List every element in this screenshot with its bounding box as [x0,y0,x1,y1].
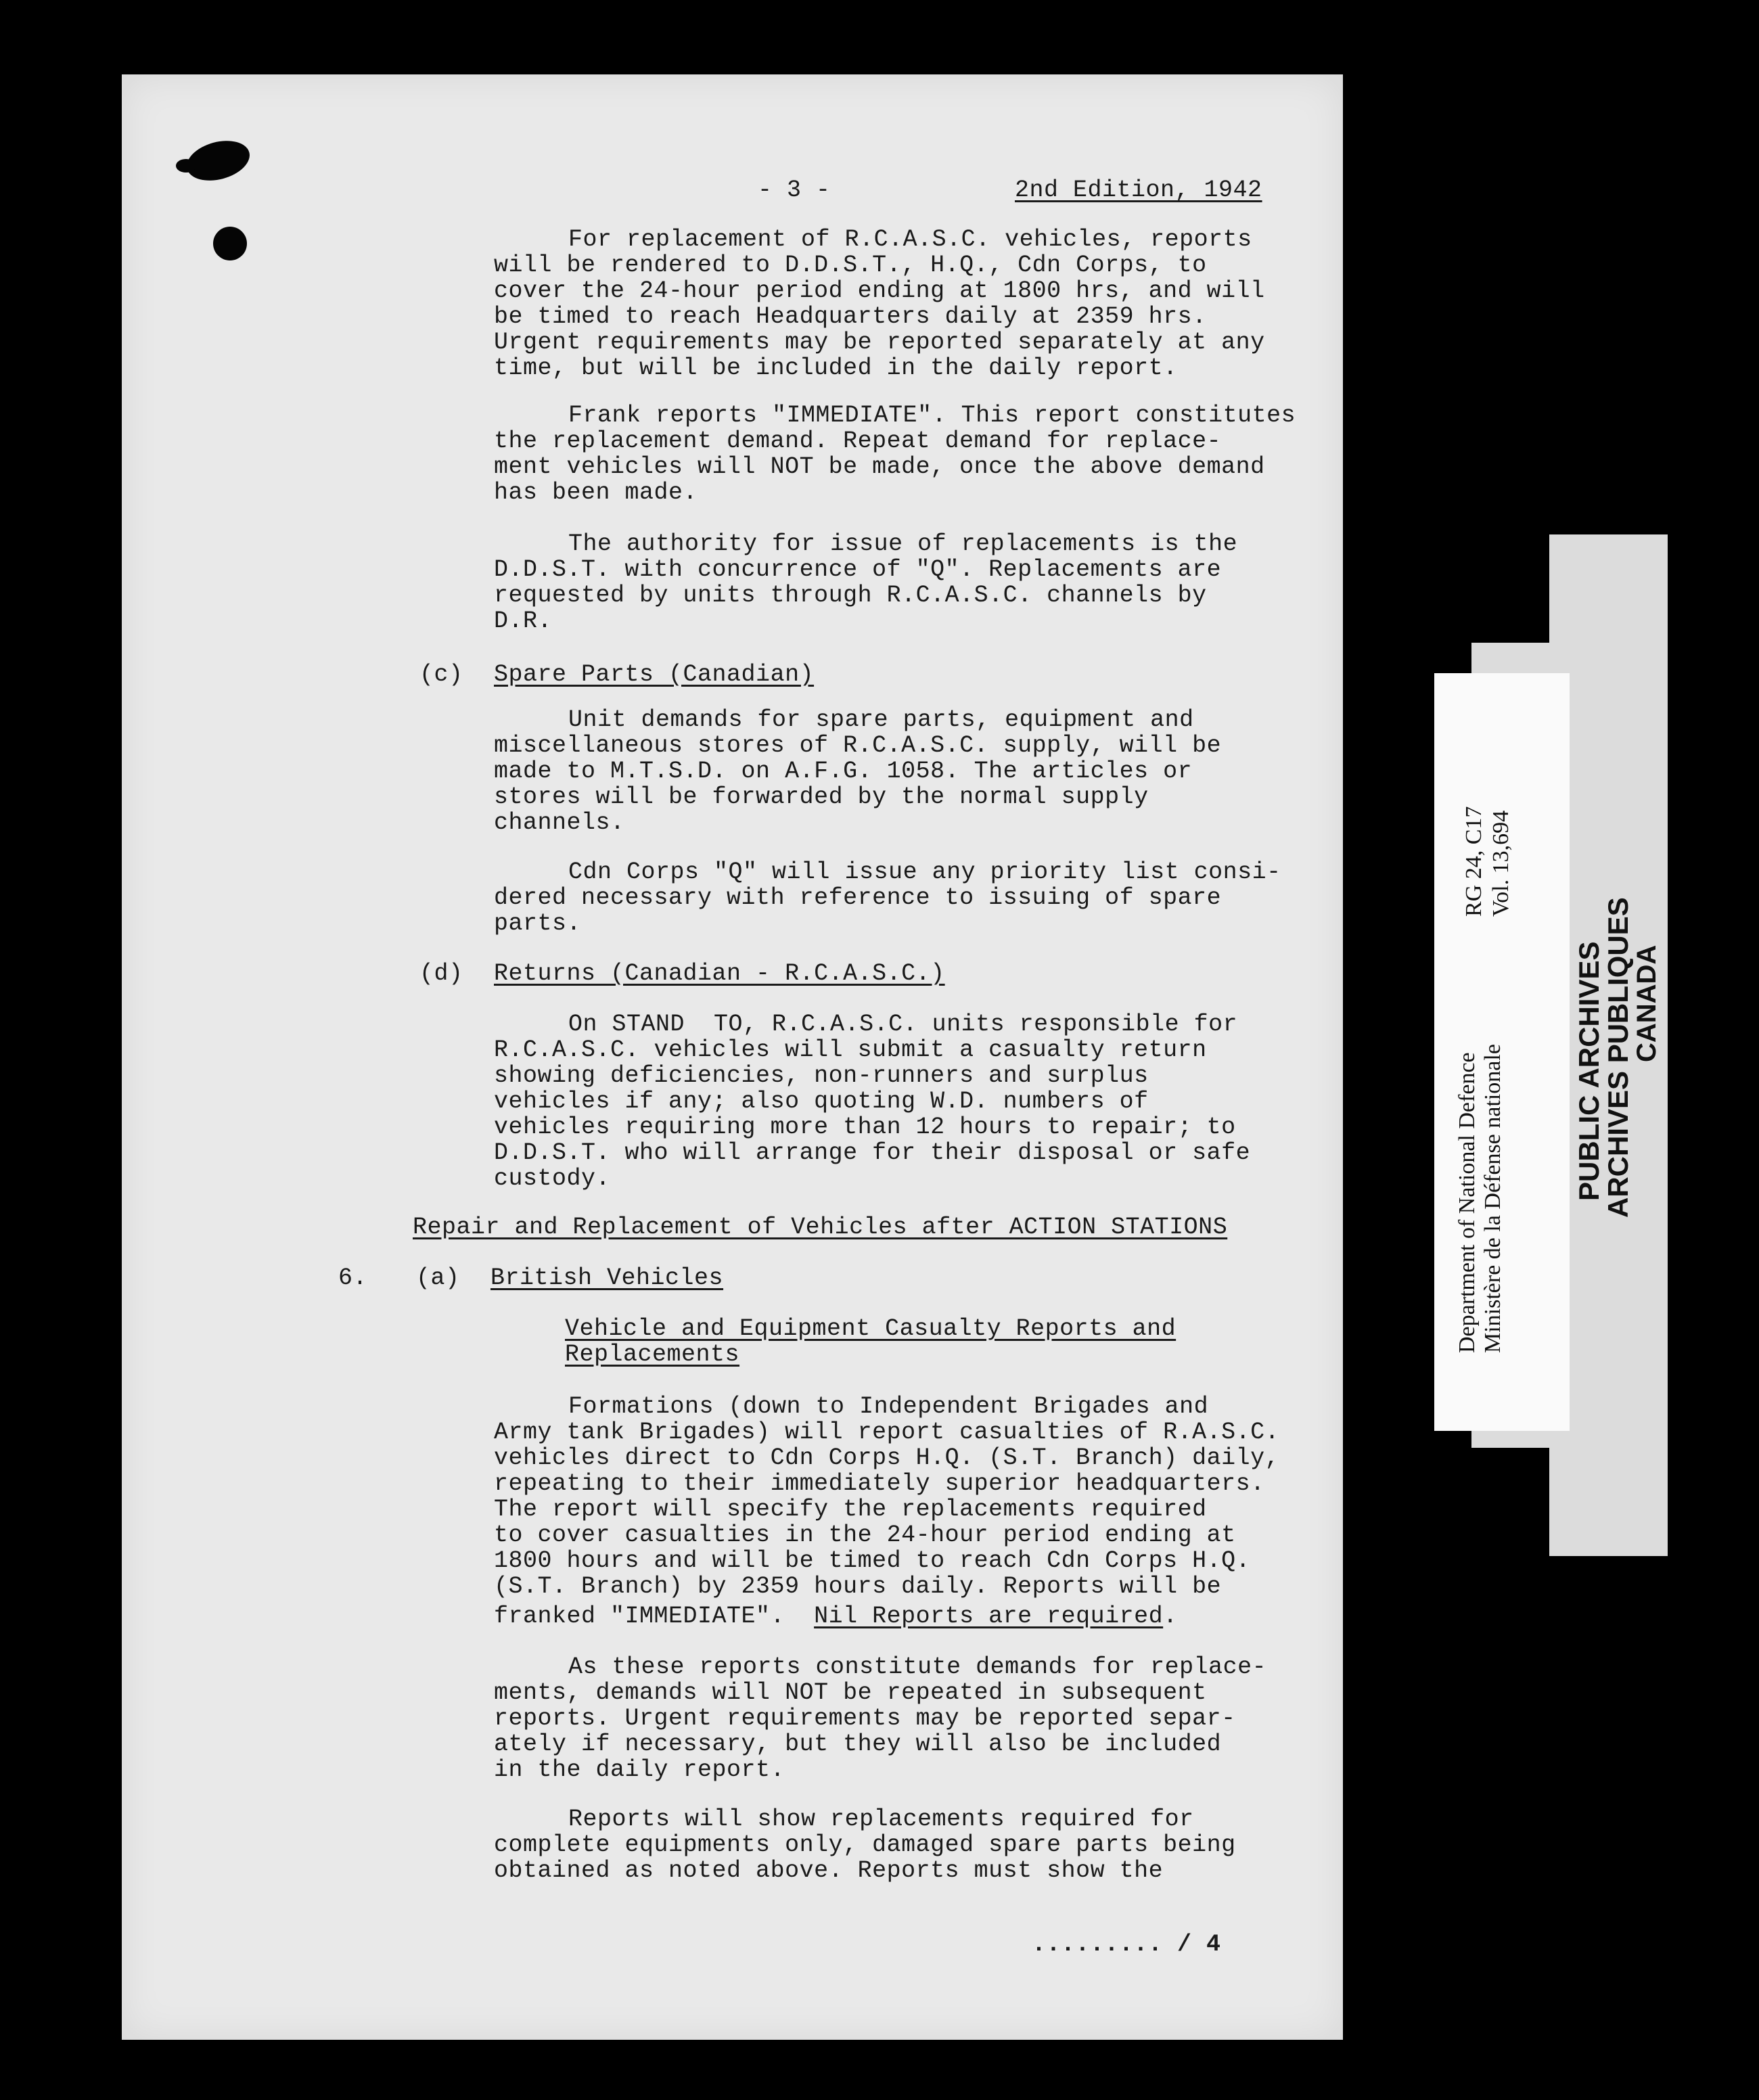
stamp-archives-fr: ARCHIVES PUBLIQUES [1602,897,1634,1218]
item-label-d: (d) [419,960,463,987]
p2-line: has been made. [494,479,698,506]
p5-line: Cdn Corps "Q" will issue any priority list consi- [568,859,1281,886]
p7-line: 1800 hours and will be timed to reach Cdn Corps H.Q. [494,1547,1251,1574]
sub-line: Vehicle and Equipment Casualty Reports and [565,1315,1177,1342]
p1-line: time, but will be included in the daily report. [494,355,1178,382]
p7-line: to cover casualties in the 24-hour period ending at [494,1522,1236,1549]
p9-line: complete equipments only, damaged spare parts being [494,1831,1236,1858]
stamp-dept-fr: Ministère de la Défense nationale [1480,1044,1505,1353]
nil-reports-note: Nil Reports are required [814,1603,1164,1630]
edition-label: 2nd Edition, 1942 [1015,177,1262,204]
sub-line: Replacements [565,1341,740,1368]
p8-line: As these reports constitute demands for replace- [568,1653,1267,1681]
heading-british-vehicles: British Vehicles [490,1264,724,1292]
p7-line: vehicles direct to Cdn Corps H.Q. (S.T. Branch) daily, [494,1444,1280,1471]
p1-line: For replacement of R.C.A.S.C. vehicles, reports [568,226,1252,253]
archive-stamp-card [1434,673,1570,1431]
p5-line: dered necessary with reference to issuing of spare [494,884,1222,911]
stamp-ref-rg: RG 24, C17 [1461,806,1486,917]
p3-line: requested by units through R.C.A.S.C. channels by [494,582,1207,609]
item-label-c: (c) [419,661,463,688]
section-number: 6. [338,1264,368,1292]
stamp-country: CANADA [1632,944,1662,1062]
p9-line: Reports will show replacements required for [568,1806,1194,1833]
p5-line: parts. [494,910,582,937]
p4-line: made to M.T.S.D. on A.F.G. 1058. The articles or [494,758,1193,785]
stamp-archives-en: PUBLIC ARCHIVES [1573,941,1605,1201]
punch-hole [213,227,247,260]
p6-line: vehicles if any; also quoting W.D. numbers of [494,1088,1149,1115]
p7-line: repeating to their immediately superior headquarters. [494,1470,1265,1497]
p2-line: ment vehicles will NOT be made, once the above demand [494,453,1265,480]
p6-line: vehicles requiring more than 12 hours to repair; to [494,1114,1236,1141]
p9-line: obtained as noted above. Reports must show the [494,1857,1164,1884]
p8-line: in the daily report. [494,1756,785,1783]
p4-line: channels. [494,809,625,836]
p2-line: the replacement demand. Repeat demand for replace- [494,428,1222,455]
section-heading: Repair and Replacement of Vehicles after ACTION STATIONS [413,1214,1228,1241]
p6-line: showing deficiencies, non-runners and surplus [494,1062,1149,1089]
p2-line: Frank reports "IMMEDIATE". This report constitutes [568,402,1296,429]
p1-line: Urgent requirements may be reported separately at any [494,329,1265,356]
paragraph-7-last-text: franked "IMMEDIATE". [494,1603,815,1630]
stamp-dept-en: Department of National Defence [1455,1052,1480,1353]
p1-line: will be rendered to D.D.S.T., H.Q., Cdn Corps, to [494,252,1207,279]
heading-spare-parts: Spare Parts (Canadian) [494,661,815,688]
p8-line: reports. Urgent requirements may be reported separ- [494,1705,1236,1732]
p6-line: R.C.A.S.C. vehicles will submit a casualty return [494,1036,1207,1064]
stamp-ref-vol: Vol. 13,694 [1488,810,1513,917]
p4-line: Unit demands for spare parts, equipment and [568,706,1194,733]
p4-line: miscellaneous stores of R.C.A.S.C. supply, will be [494,732,1222,759]
p7-line: Army tank Brigades) will report casualties of R.A.S.C. [494,1419,1280,1446]
p1-line: cover the 24-hour period ending at 1800 hrs, and will [494,277,1265,304]
p7-line: Formations (down to Independent Brigades and [568,1393,1209,1420]
continuation-footer: ......... / 4 [1032,1931,1221,1958]
page-number: - 3 - [758,177,831,204]
p1-line: be timed to reach Headquarters daily at 2359 hrs. [494,303,1207,330]
p6-line: custody. [494,1165,611,1192]
ink-blot [176,159,196,173]
p3-line: D.R. [494,608,553,635]
p8-line: ments, demands will NOT be repeated in subsequent [494,1679,1207,1706]
heading-returns: Returns (Canadian - R.C.A.S.C.) [494,960,945,987]
p7-line: The report will specify the replacements required [494,1496,1207,1523]
p7-line: (S.T. Branch) by 2359 hours daily. Reports will be [494,1573,1222,1600]
paragraph-7-period: . [1163,1603,1178,1630]
p3-line: The authority for issue of replacements is the [568,530,1238,557]
paragraph-7-last-line [494,1603,1178,1629]
p4-line: stores will be forwarded by the normal supply [494,783,1149,811]
p6-line: D.D.S.T. who will arrange for their disposal or safe [494,1139,1251,1166]
item-label-a: (a) [416,1264,460,1292]
p6-line: On STAND TO, R.C.A.S.C. units responsible for [568,1011,1238,1038]
p3-line: D.D.S.T. with concurrence of "Q". Replacements are [494,556,1222,583]
p8-line: ately if necessary, but they will also be included [494,1731,1222,1758]
